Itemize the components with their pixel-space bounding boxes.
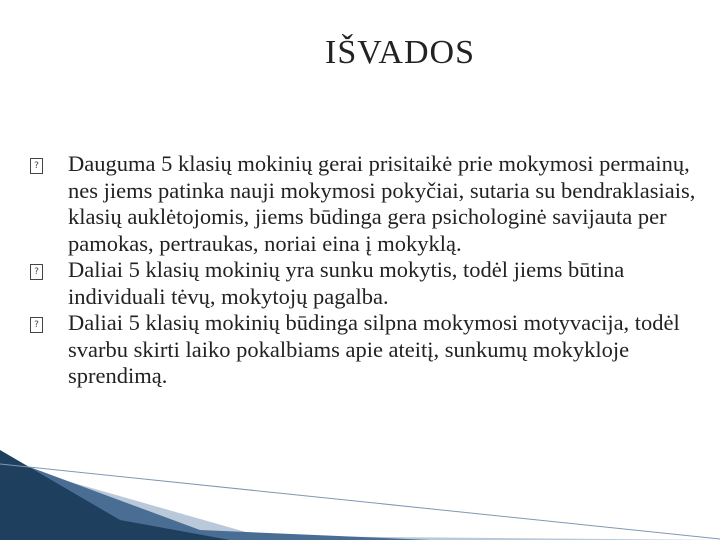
bullet-text-1: Dauguma 5 klasių mokinių gerai prisitaikė prie mokymosi permainų, nes jiems patinka nauji mokymosi pokyčiai, sutaria su bendraklasiais, klasių auklėtojomis, jiems būdinga gera psichologinė savijauta per pamokas, pertraukas, noriai eina į mokyklą. — [68, 151, 696, 256]
bullet-list — [30, 151, 700, 390]
bullet-box-icon: ? — [30, 317, 43, 333]
bullet-item-1 — [30, 151, 700, 257]
bullet-box-icon: ? — [30, 158, 43, 174]
bullet-text-3: Daliai 5 klasių mokinių būdinga silpna mokymosi motyvacija, todėl svarbu skirti laiko pokalbiams apie ateitį, sunkumų mokykloje sprendimą. — [68, 310, 680, 388]
bullet-box-icon: ? — [30, 264, 43, 280]
bullet-text-2: Daliai 5 klasių mokinių yra sunku mokytis, todėl jiems būtina individuali tėvų, mokytojų pagalba. — [68, 257, 625, 309]
slide-title: IŠVADOS — [325, 34, 475, 71]
bullet-item-2 — [30, 257, 700, 310]
bullet-item-3 — [30, 310, 700, 390]
footer-wave-decoration — [0, 450, 720, 540]
